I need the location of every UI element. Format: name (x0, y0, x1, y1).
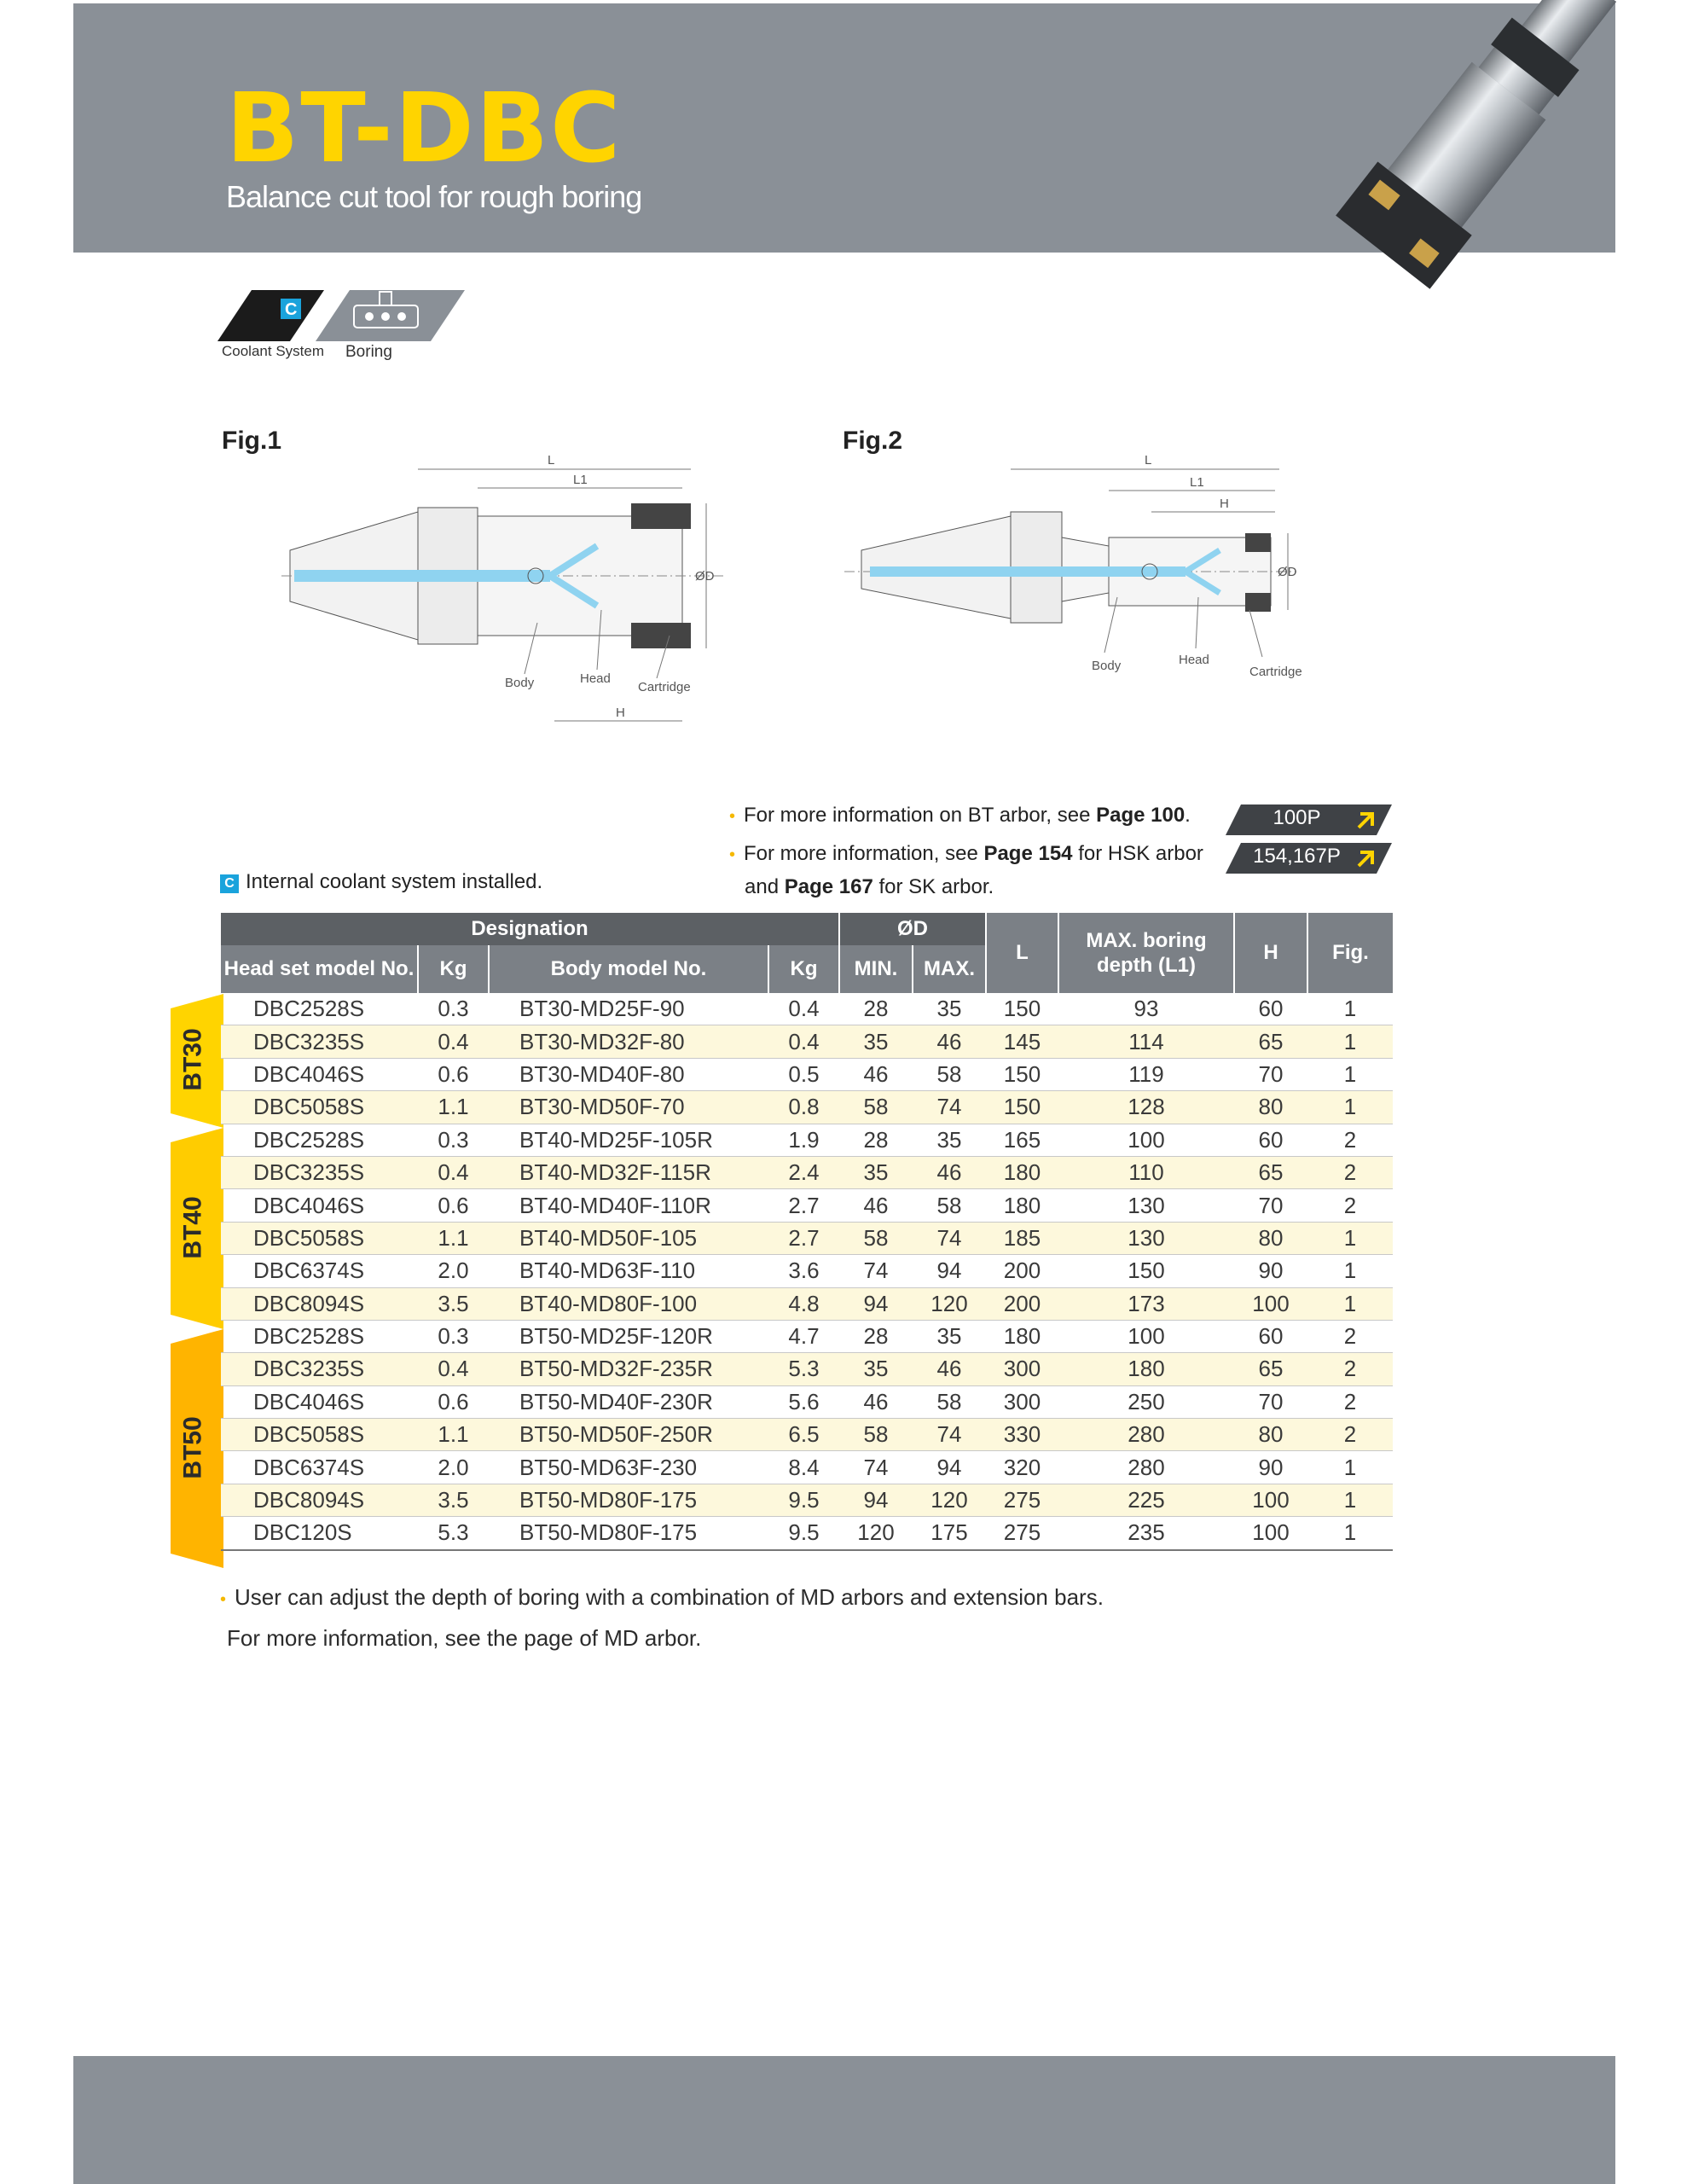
table-cell: 5.3 (418, 1517, 489, 1550)
note-coolant: C Internal coolant system installed. (220, 866, 542, 897)
table-cell: 28 (839, 1320, 913, 1352)
table-cell: 100 (1058, 1320, 1234, 1352)
table-cell: 28 (839, 993, 913, 1025)
table-cell: 0.6 (418, 1385, 489, 1418)
boring-icon-bg (316, 290, 465, 341)
table-cell: 0.6 (418, 1058, 489, 1090)
table-cell: 58 (839, 1222, 913, 1254)
table-cell: 1 (1307, 1517, 1393, 1550)
table-cell: 173 (1058, 1287, 1234, 1320)
table-cell: 2 (1307, 1156, 1393, 1188)
fig1-title: Fig.1 (222, 427, 282, 455)
table-cell: 6.5 (768, 1419, 839, 1451)
table-cell: 65 (1234, 1156, 1307, 1188)
table-cell: BT40-MD63F-110 (489, 1255, 768, 1287)
table-cell: DBC5058S (221, 1222, 418, 1254)
table-cell: BT50-MD40F-230R (489, 1385, 768, 1418)
table-cell: 250 (1058, 1385, 1234, 1418)
table-cell: 1.9 (768, 1124, 839, 1156)
group-tab-bt50 (171, 1329, 223, 1568)
table-cell: 58 (839, 1091, 913, 1124)
table-cell: 65 (1234, 1025, 1307, 1058)
fig2-cartridge-label: Cartridge (1249, 665, 1302, 679)
table-cell: BT40-MD25F-105R (489, 1124, 768, 1156)
table-cell: 165 (986, 1124, 1058, 1156)
table-cell: BT50-MD25F-120R (489, 1320, 768, 1352)
table-cell: DBC5058S (221, 1091, 418, 1124)
table-cell: 0.4 (768, 1025, 839, 1058)
table-cell: 2.0 (418, 1255, 489, 1287)
col-max-boring: MAX. boring depth (L1) (1058, 913, 1234, 993)
table-cell: 4.7 (768, 1320, 839, 1352)
table-cell: 235 (1058, 1517, 1234, 1550)
table-cell: 70 (1234, 1058, 1307, 1090)
table-cell: 1 (1307, 993, 1393, 1025)
table-cell: DBC2528S (221, 1124, 418, 1156)
fig2-dim-l: L (1145, 453, 1152, 468)
fig2-body-label: Body (1092, 659, 1122, 673)
table-cell: 175 (913, 1517, 986, 1550)
table-cell: 1 (1307, 1451, 1393, 1484)
table-cell: BT50-MD80F-175 (489, 1484, 768, 1516)
table-cell: 9.5 (768, 1484, 839, 1516)
table-cell: DBC2528S (221, 993, 418, 1025)
page-tag-100[interactable]: 100P (1226, 804, 1392, 835)
table-cell: 180 (1058, 1353, 1234, 1385)
boring-label: Boring (345, 343, 392, 361)
table-row (221, 1353, 1393, 1385)
table-cell: 2.0 (418, 1451, 489, 1484)
table-cell: 2 (1307, 1353, 1393, 1385)
table-cell: 58 (913, 1189, 986, 1222)
page-subtitle: Balance cut tool for rough boring (226, 179, 642, 214)
table-cell: 2 (1307, 1385, 1393, 1418)
table-cell: DBC3235S (221, 1156, 418, 1188)
fig2-dim-l1: L1 (1190, 475, 1204, 490)
table-cell: 35 (839, 1156, 913, 1188)
fig2-title: Fig.2 (843, 427, 903, 455)
col-fig: Fig. (1307, 913, 1393, 993)
fig1-body-label: Body (505, 676, 535, 690)
table-cell: 0.8 (768, 1091, 839, 1124)
table-cell: 46 (839, 1189, 913, 1222)
table-cell: 0.4 (418, 1025, 489, 1058)
table-cell: 9.5 (768, 1517, 839, 1550)
table-cell: DBC3235S (221, 1025, 418, 1058)
table-cell: 225 (1058, 1484, 1234, 1516)
table-cell: 74 (913, 1222, 986, 1254)
group-label-bt30: BT30 (178, 1028, 207, 1091)
fig1-dim-d: ØD (695, 569, 715, 584)
table-cell: BT40-MD32F-115R (489, 1156, 768, 1188)
table-cell: 1 (1307, 1091, 1393, 1124)
fig1-cartridge-label: Cartridge (638, 680, 691, 694)
table-cell: DBC8094S (221, 1484, 418, 1516)
table-cell: 1 (1307, 1222, 1393, 1254)
table-cell: 1 (1307, 1287, 1393, 1320)
note-hsk-sk: • For more information, see Page 154 for HSK arbor and Page 167 for SK arbor. (729, 842, 1203, 898)
table-cell: BT50-MD80F-175 (489, 1517, 768, 1550)
footer-band (73, 2056, 1615, 2184)
coolant-icon-bg (217, 290, 324, 341)
fig1-head-label: Head (580, 671, 611, 686)
table-cell: 0.4 (768, 993, 839, 1025)
table-cell: BT40-MD40F-110R (489, 1189, 768, 1222)
fig2-drawing (844, 452, 1322, 708)
table-cell: 90 (1234, 1451, 1307, 1484)
table-cell: 46 (913, 1025, 986, 1058)
table-cell: 180 (986, 1320, 1058, 1352)
group-tab-bt40 (171, 1128, 223, 1329)
table-cell: 0.3 (418, 1124, 489, 1156)
table-row (221, 1091, 1393, 1124)
table-cell: 58 (839, 1419, 913, 1451)
table-row (221, 1385, 1393, 1418)
table-cell: 80 (1234, 1222, 1307, 1254)
col-body-model: Body model No. (489, 945, 768, 993)
coolant-badge: C (220, 874, 239, 893)
table-row (221, 1255, 1393, 1287)
table-cell: 120 (913, 1287, 986, 1320)
table-cell: 0.6 (418, 1189, 489, 1222)
fig1-dim-l1: L1 (573, 473, 588, 487)
col-kg: Kg (418, 945, 489, 993)
table-cell: DBC6374S (221, 1451, 418, 1484)
page-tag-154-167[interactable]: 154,167P (1226, 843, 1392, 874)
table-row (221, 1156, 1393, 1188)
table-cell: 94 (913, 1255, 986, 1287)
table-cell: 2 (1307, 1189, 1393, 1222)
table-cell: 2 (1307, 1124, 1393, 1156)
bottom-note-line1: • User can adjust the depth of boring with a combination of MD arbors and extension bars. (220, 1584, 1104, 1610)
table-cell: 100 (1234, 1484, 1307, 1516)
table-cell: 35 (913, 993, 986, 1025)
col-h: H (1234, 913, 1307, 993)
table-cell: 1.1 (418, 1091, 489, 1124)
table-cell: DBC6374S (221, 1255, 418, 1287)
table-cell: 94 (839, 1484, 913, 1516)
table-cell: 35 (839, 1353, 913, 1385)
col-l: L (986, 913, 1058, 993)
table-cell: 1 (1307, 1058, 1393, 1090)
group-tab-bt30 (171, 994, 223, 1128)
table-cell: 0.3 (418, 993, 489, 1025)
table-cell: 300 (986, 1353, 1058, 1385)
table-cell: BT40-MD80F-100 (489, 1287, 768, 1320)
table-cell: DBC4046S (221, 1385, 418, 1418)
link-page-167[interactable]: Page 167 (784, 875, 873, 898)
note-bt-arbor: • For more information on BT arbor, see Page 100. (729, 804, 1191, 827)
table-cell: 1.1 (418, 1419, 489, 1451)
table-cell: 2.7 (768, 1189, 839, 1222)
page-margin (0, 0, 73, 2184)
table-cell: 200 (986, 1287, 1058, 1320)
table-cell: DBC4046S (221, 1058, 418, 1090)
col-min: MIN. (839, 945, 913, 993)
table-cell: 1 (1307, 1484, 1393, 1516)
table-cell: 120 (913, 1484, 986, 1516)
table-cell: BT30-MD32F-80 (489, 1025, 768, 1058)
table-cell: 180 (986, 1189, 1058, 1222)
table-row (221, 1419, 1393, 1451)
table-cell: DBC2528S (221, 1320, 418, 1352)
table-cell: 2 (1307, 1320, 1393, 1352)
table-cell: 1.1 (418, 1222, 489, 1254)
table-cell: 74 (913, 1091, 986, 1124)
table-cell: 4.8 (768, 1287, 839, 1320)
table-cell: 200 (986, 1255, 1058, 1287)
table-cell: 94 (839, 1287, 913, 1320)
table-cell: 130 (1058, 1189, 1234, 1222)
table-cell: 120 (839, 1517, 913, 1550)
table-cell: 70 (1234, 1189, 1307, 1222)
group-label-bt50: BT50 (178, 1416, 207, 1479)
table-cell: 185 (986, 1222, 1058, 1254)
table-cell: 1 (1307, 1255, 1393, 1287)
table-cell: 5.3 (768, 1353, 839, 1385)
bottom-note (220, 1578, 1104, 1658)
table-cell: 280 (1058, 1419, 1234, 1451)
table-cell: 60 (1234, 1320, 1307, 1352)
table-cell: 35 (913, 1320, 986, 1352)
table-cell: 280 (1058, 1451, 1234, 1484)
table-cell: 100 (1234, 1517, 1307, 1550)
table-cell: 145 (986, 1025, 1058, 1058)
fig2-dim-d: ØD (1278, 565, 1297, 579)
table-cell: 90 (1234, 1255, 1307, 1287)
table-cell: 150 (986, 1091, 1058, 1124)
table-cell: 128 (1058, 1091, 1234, 1124)
table-cell: 8.4 (768, 1451, 839, 1484)
table-cell: 100 (1234, 1287, 1307, 1320)
table-cell: 114 (1058, 1025, 1234, 1058)
table-row (221, 1189, 1393, 1222)
table-cell: 80 (1234, 1419, 1307, 1451)
fig2-head-label: Head (1179, 653, 1209, 667)
table-cell: BT30-MD25F-90 (489, 993, 768, 1025)
table-cell: 2 (1307, 1419, 1393, 1451)
table-cell: 0.5 (768, 1058, 839, 1090)
table-cell: 300 (986, 1385, 1058, 1418)
table-cell: BT50-MD50F-250R (489, 1419, 768, 1451)
fig1-dim-h: H (616, 706, 625, 720)
table-row (221, 1124, 1393, 1156)
table-cell: 3.6 (768, 1255, 839, 1287)
table-row (221, 1222, 1393, 1254)
table-row (221, 1287, 1393, 1320)
coolant-icon-letter: C (285, 300, 298, 319)
table-cell: 2.7 (768, 1222, 839, 1254)
spec-table (221, 913, 1393, 1551)
table-cell: 94 (913, 1451, 986, 1484)
table-cell: 35 (913, 1124, 986, 1156)
fig1-drawing (281, 452, 742, 734)
table-cell: DBC120S (221, 1517, 418, 1550)
col-kg2: Kg (768, 945, 839, 993)
table-cell: 35 (839, 1025, 913, 1058)
table-cell: 5.6 (768, 1385, 839, 1418)
table-cell: BT30-MD50F-70 (489, 1091, 768, 1124)
link-page-100[interactable]: Page 100 (1096, 804, 1186, 827)
table-cell: 28 (839, 1124, 913, 1156)
table-cell: 320 (986, 1451, 1058, 1484)
table-cell: 130 (1058, 1222, 1234, 1254)
table-cell: 100 (1058, 1124, 1234, 1156)
table-cell: 93 (1058, 993, 1234, 1025)
table-cell: DBC3235S (221, 1353, 418, 1385)
table-row (221, 1058, 1393, 1090)
table-cell: 2.4 (768, 1156, 839, 1188)
table-cell: 0.4 (418, 1353, 489, 1385)
table-cell: DBC5058S (221, 1419, 418, 1451)
table-cell: BT50-MD32F-235R (489, 1353, 768, 1385)
table-cell: 70 (1234, 1385, 1307, 1418)
table-cell: 74 (839, 1255, 913, 1287)
table-cell: 60 (1234, 1124, 1307, 1156)
table-cell: 0.4 (418, 1156, 489, 1188)
table-cell: 60 (1234, 993, 1307, 1025)
table-cell: 150 (986, 1058, 1058, 1090)
table-row (221, 993, 1393, 1025)
table-cell: 150 (986, 993, 1058, 1025)
table-cell: 65 (1234, 1353, 1307, 1385)
table-cell: 150 (1058, 1255, 1234, 1287)
col-designation: Designation (221, 913, 839, 945)
table-cell: 275 (986, 1517, 1058, 1550)
table-cell: 180 (986, 1156, 1058, 1188)
table-cell: 46 (913, 1156, 986, 1188)
table-cell: 3.5 (418, 1484, 489, 1516)
table-row (221, 1451, 1393, 1484)
table-cell: 110 (1058, 1156, 1234, 1188)
table-row (221, 1517, 1393, 1550)
table-cell: 46 (913, 1353, 986, 1385)
col-head-set: Head set model No. (221, 945, 418, 993)
table-cell: 58 (913, 1058, 986, 1090)
table-cell: BT40-MD50F-105 (489, 1222, 768, 1254)
table-row (221, 1025, 1393, 1058)
table-cell: DBC8094S (221, 1287, 418, 1320)
fig1-dim-l: L (548, 453, 555, 468)
col-max: MAX. (913, 945, 986, 993)
table-cell: 330 (986, 1419, 1058, 1451)
table-cell: 58 (913, 1385, 986, 1418)
table-cell: 74 (913, 1419, 986, 1451)
table-cell: 1 (1307, 1025, 1393, 1058)
table-cell: 0.3 (418, 1320, 489, 1352)
group-label-bt40: BT40 (178, 1196, 207, 1259)
table-cell: 80 (1234, 1091, 1307, 1124)
tool-photo-image (1262, 0, 1620, 358)
bottom-note-line2: For more information, see the page of MD arbor. (227, 1625, 702, 1651)
table-row (221, 1320, 1393, 1352)
table-cell: 3.5 (418, 1287, 489, 1320)
table-cell: 74 (839, 1451, 913, 1484)
table-cell: 46 (839, 1385, 913, 1418)
page-title: BT-DBC (226, 73, 623, 184)
col-od: ØD (839, 913, 986, 945)
table-cell: BT50-MD63F-230 (489, 1451, 768, 1484)
fig2-dim-h: H (1220, 497, 1229, 511)
table-row (221, 1484, 1393, 1516)
table-cell: BT30-MD40F-80 (489, 1058, 768, 1090)
table-cell: 119 (1058, 1058, 1234, 1090)
table-cell: 275 (986, 1484, 1058, 1516)
link-page-154[interactable]: Page 154 (983, 842, 1073, 865)
table-cell: DBC4046S (221, 1189, 418, 1222)
table-cell: 46 (839, 1058, 913, 1090)
coolant-label: Coolant System (222, 343, 324, 359)
